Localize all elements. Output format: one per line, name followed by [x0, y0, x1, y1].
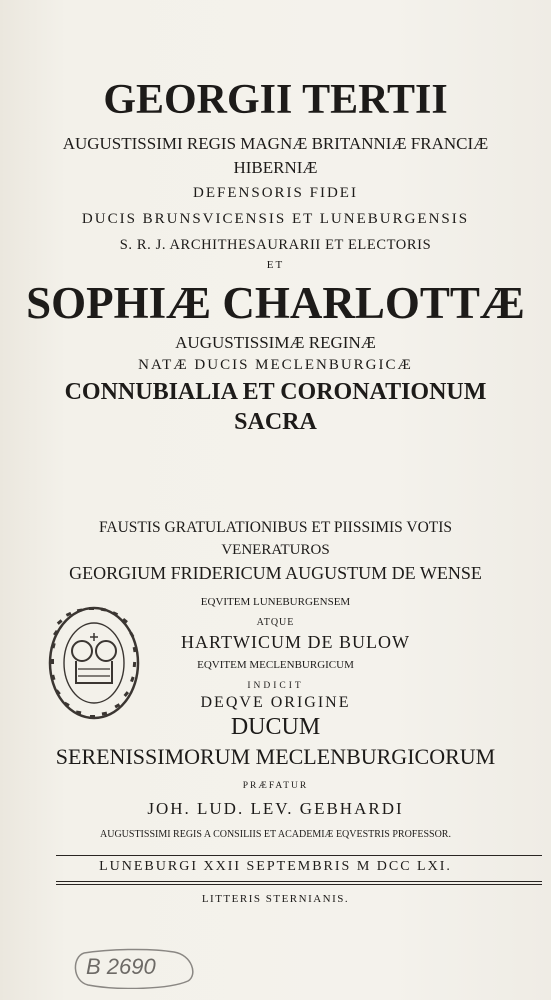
- library-stamp-icon: [46, 603, 142, 723]
- name-bulow: HARTWICUM DE BULOW: [181, 632, 410, 652]
- title-connubialia: CONNUBIALIA ET CORONATIONUM: [64, 379, 487, 405]
- subtitle-regis: AUGUSTISSIMI REGIS MAGNÆ BRITANNIÆ FRANCIÆ: [62, 134, 489, 153]
- subtitle-reginae: AUGUSTISSIMÆ REGINÆ: [175, 333, 376, 352]
- main-title-georgii: GEORGII TERTII: [103, 77, 448, 123]
- dedication-faustis: FAUSTIS GRATULATIONIBUS ET PIISSIMIS VOTIS: [98, 519, 453, 536]
- heading-ducum: DUCUM: [230, 714, 321, 740]
- title-sacra: SACRA: [234, 409, 317, 435]
- name-wense: GEORGIUM FRIDERICUM AUGUSTUM DE WENSE: [69, 563, 482, 583]
- subtitle-ducis: DUCIS BRUNSVICENSIS ET LUNEBURGENSIS: [81, 211, 470, 227]
- verb-indicit: INDICIT: [247, 681, 304, 691]
- author-gebhardi: JOH. LUD. LEV. GEBHARDI: [147, 799, 404, 818]
- conjunction-et: ET: [266, 259, 285, 271]
- subtitle-archithesaurarii: S. R. J. ARCHITHESAURARII ET ELECTORIS: [119, 237, 432, 253]
- title-eqvitem-meclenburgicum: EQVITEM MECLENBURGICUM: [197, 659, 354, 671]
- main-title-sophiae: SOPHIÆ CHARLOTTÆ: [26, 278, 525, 328]
- imprint-place-date: LUNEBURGI XXII SEPTEMBRIS M DCC LXI.: [99, 859, 452, 874]
- dedication-veneraturos: VENERATUROS: [221, 542, 330, 558]
- divider-top: [56, 855, 542, 856]
- author-title: AUGUSTISSIMI REGIS A CONSILIIS ET ACADEMIÆ EQVESTRIS PROFESSOR.: [100, 829, 451, 840]
- subtitle-hiberniae: HIBERNIÆ: [233, 158, 318, 177]
- subtitle-defensoris: DEFENSORIS FIDEI: [193, 185, 358, 201]
- conjunction-atque: ATQUE: [256, 617, 295, 628]
- divider-bottom-2: [56, 884, 542, 885]
- imprint-printer: LITTERIS STERNIANIS.: [201, 893, 350, 905]
- shelfmark-text: B 2690: [86, 954, 156, 979]
- heading-deqve-origine: DEQVE ORIGINE: [200, 694, 351, 711]
- heading-serenissimorum: SERENISSIMORUM MECLENBURGICORUM: [55, 744, 496, 769]
- title-eqvitem-luneburgensem: EQVITEM LUNEBURGENSEM: [200, 596, 351, 608]
- divider-bottom: [56, 881, 542, 882]
- verb-praefatur: PRÆFATUR: [242, 781, 309, 791]
- subtitle-natae: NATÆ DUCIS MECLENBURGICÆ: [138, 357, 413, 373]
